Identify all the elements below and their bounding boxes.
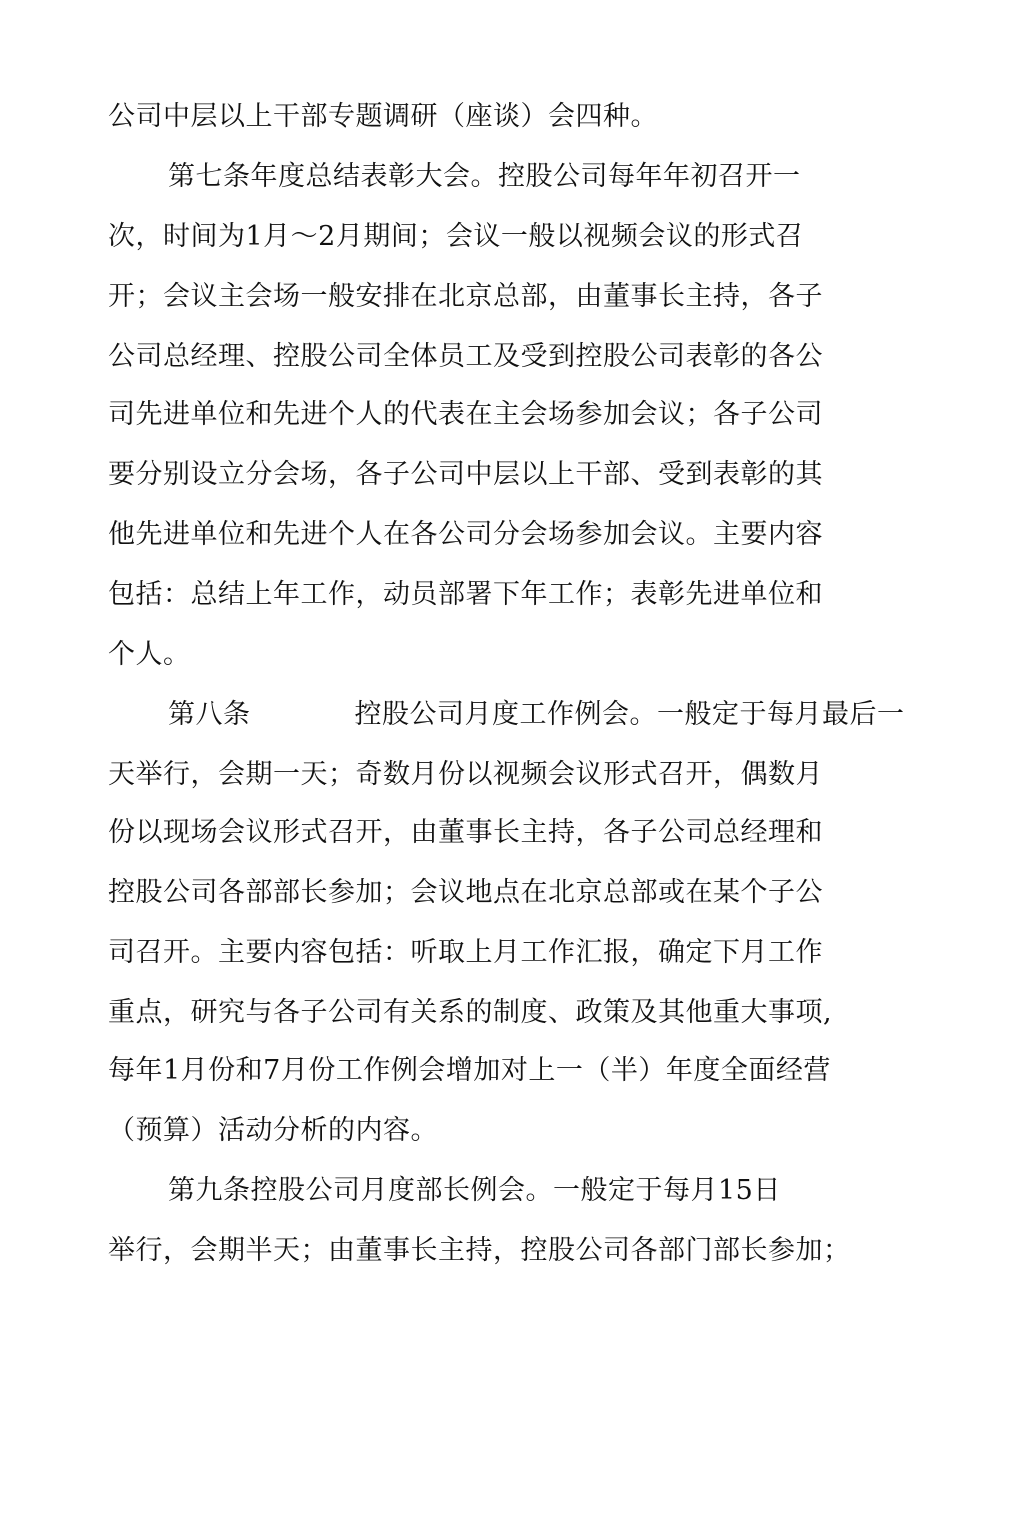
article-8-heading-line bbox=[168, 698, 905, 732]
text-line-4: 开；会议主会场一般安排在北京总部，由董事长主持，各子 bbox=[108, 281, 823, 312]
text-line-1: 公司中层以上干部专题调研（座谈）会四种。 bbox=[108, 101, 658, 132]
text-line-10: 个人。 bbox=[108, 639, 191, 670]
text-line-8: 他先进单位和先进个人在各公司分会场参加会议。主要内容 bbox=[108, 519, 823, 550]
text-line-12: 天举行，会期一天；奇数月份以视频会议形式召开，偶数月 bbox=[108, 759, 823, 790]
text-line-5: 公司总经理、控股公司全体员工及受到控股公司表彰的各公 bbox=[108, 341, 823, 372]
text-line-17: 每年1月份和7月份工作例会增加对上一（半）年度全面经营 bbox=[108, 1055, 831, 1086]
article-7-heading-line: 第七条年度总结表彰大会。控股公司每年年初召开一 bbox=[168, 161, 801, 192]
text-line-3: 次，时间为1月～2月期间；会议一般以视频会议的形式召 bbox=[108, 221, 804, 252]
text-line-16: 重点，研究与各子公司有关系的制度、政策及其他重大事项, bbox=[108, 997, 833, 1028]
text-line-20: 举行，会期半天；由董事长主持，控股公司各部门部长参加； bbox=[108, 1235, 851, 1266]
article-8-title: 控股公司月度工作例会。一般定于每月最后一 bbox=[354, 699, 905, 730]
article-9-heading-line: 第九条控股公司月度部长例会。一般定于每月15日 bbox=[168, 1175, 781, 1206]
article-8-label: 第八条 bbox=[168, 699, 251, 730]
text-line-14: 控股公司各部部长参加；会议地点在北京总部或在某个子公 bbox=[108, 877, 823, 908]
text-line-6: 司先进单位和先进个人的代表在主会场参加会议；各子公司 bbox=[108, 399, 823, 430]
text-line-7: 要分别设立分会场，各子公司中层以上干部、受到表彰的其 bbox=[108, 459, 823, 490]
text-line-15: 司召开。主要内容包括：听取上月工作汇报，确定下月工作 bbox=[108, 937, 823, 968]
text-line-13: 份以现场会议形式召开，由董事长主持，各子公司总经理和 bbox=[108, 817, 823, 848]
text-line-9: 包括：总结上年工作，动员部署下年工作；表彰先进单位和 bbox=[108, 579, 823, 610]
text-line-18: （预算）活动分析的内容。 bbox=[108, 1115, 438, 1146]
